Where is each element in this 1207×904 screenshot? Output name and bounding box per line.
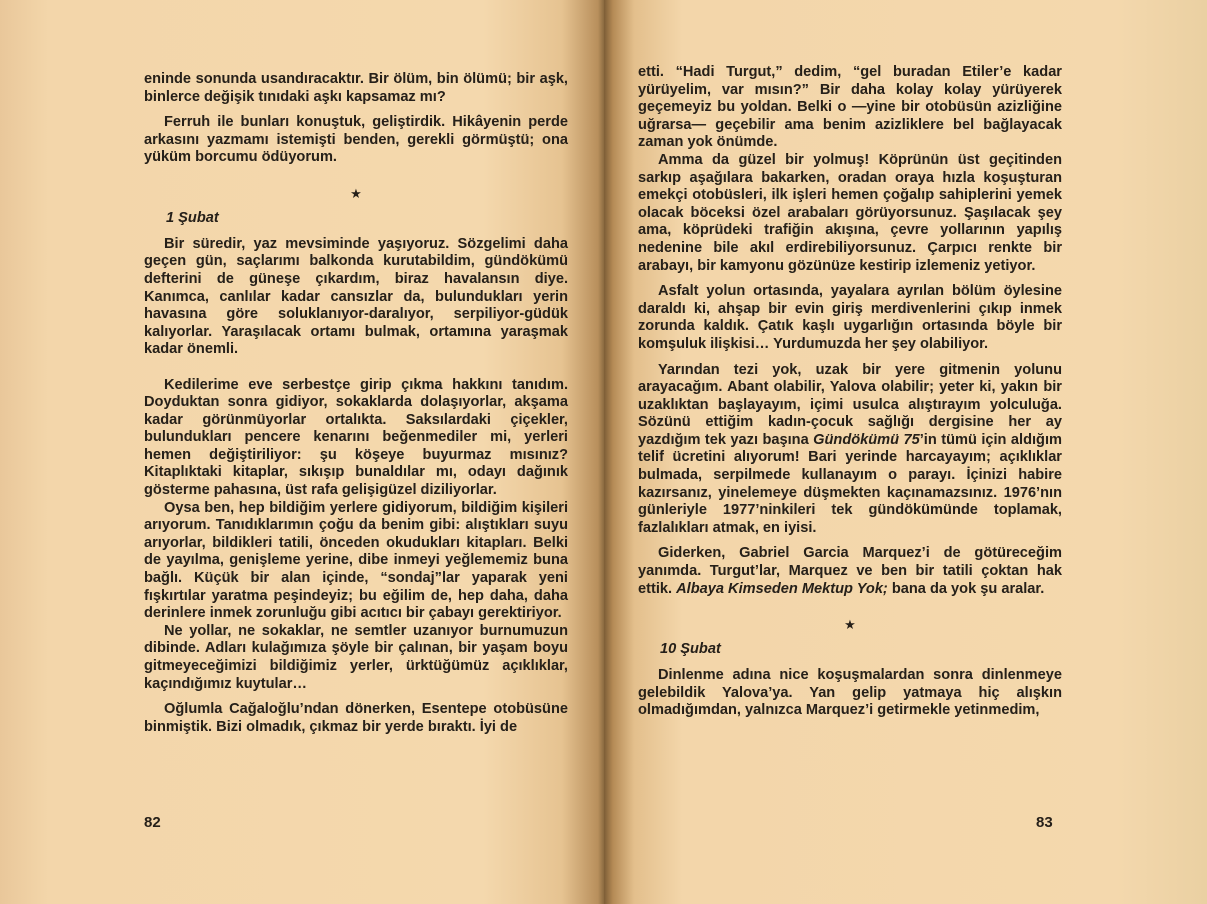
paragraph: Oysa ben, hep bildiğim yerlere gidiyorum, bildiğim kişileri arıyorum. Tanıdıklarımın çoğu da benim gibi: alıştıkları suyu arıyorlar, bildikleri tatili, önceden okudukları kitapları. Belki de yayılma, genişleme yerine, dibe inmeyi yeğlememiz buna bağlı. Küçük bir alan içinde, “sondaj”lar yaparak yeni fışkırtılar yaratma peşindeyiz; bu eğilim de, hep daha, daha derinlere inmek zorunluğu gibi acıtıcı bir çabayı gerektiriyor. xyxy=(144,499,568,622)
paragraph xyxy=(638,545,1062,598)
left-page-text xyxy=(144,71,568,736)
italic-title: Albaya Kimseden Mektup Yok; xyxy=(676,580,888,597)
date-heading: 10 Şubat xyxy=(660,641,721,658)
page-number: 83 xyxy=(1036,814,1053,831)
star-separator: ★ xyxy=(350,185,362,201)
paragraph-text: Giderken, Gabriel Garcia Marquez’i de götüreceğim yanımda. Turgut’lar, Marquez ve ben bir tatili çoktan hak ettik. xyxy=(638,545,1062,597)
paragraph xyxy=(638,362,1062,538)
paragraph-text: bana da yok şu aralar. xyxy=(887,580,1045,597)
paragraph: Dinlenme adına nice koşuşmalardan sonra dinlenmeye gelebildik Yalova’ya. Yan gelip yatmaya hiç alışkın olmadığımdan, yalnızca Marquez’i getirmekle yetinmedim, xyxy=(638,667,1062,719)
star-separator: ★ xyxy=(844,616,856,632)
italic-title: Gündökümü 75 xyxy=(813,431,920,448)
page-number: 82 xyxy=(144,814,161,831)
paragraph: Ne yollar, ne sokaklar, ne semtler uzanıyor burnumuzun dibinde. Adları kulağımıza şöyle bir çalınan, bir yaşam boyu gitmeyeceğimizi bildiğimiz yerler, ürktüğümüz açıklıklar, kaçındığımız kuytular… xyxy=(144,622,568,692)
right-page xyxy=(604,0,1207,904)
paragraph: etti. “Hadi Turgut,” dedim, “gel buradan Etiler’e kadar yürüyelim, var mısın?” Bir daha kolay kolay yürüyerek geçemeyiz bu yoldan. Belki o —yine bir otobüsün azizliğine uğrarsa— geçebilir ama benim azizliklere bel bağlayacak zaman yok önümde. xyxy=(638,64,1062,151)
paragraph-text: Yarından tezi yok, uzak bir yere gitmenin yolunu arayacağım. Abant olabilir, Yalova olabilir; yeter ki, yakın bir uzaklıktan başlayayım, içimi usulca alıştırayım yolculuğa. Sözünü ettiğim kadın-çocuk sağlığı dergisine her ay yazdığım tek yazı başına xyxy=(638,361,1062,448)
paragraph: Asfalt yolun ortasında, yayalara ayrılan bölüm öylesine daraldı ki, ahşap bir evin giriş merdivenlerini çıkıp inmek zorunda kaldık. Çatık kaşlı uygarlığın ortasında böyle bir komşuluk ilişkisi… Yurdumuzda her şey olabiliyor. xyxy=(638,283,1062,352)
paragraph: Amma da güzel bir yolmuş! Köprünün üst geçitinden sarkıp aşağılara bakarken, oradan oraya hızla koşuşturan emekçi otobüsleri, ilk işleri hemen çoğalıp sahiplerini yemek olacak böceksi özel arabaları görüyorsunuz. Şaşılacak şey ama, köprüdeki trafiğin akışına, çevre yollarının yapılış nedenine bile akıl erdirebiliyorsunuz. Çarpıcı renkte bir arabayı, bir kamyonu gözünüze kestirip izlemeniz yetiyor. xyxy=(638,151,1062,274)
date-heading: 1 Şubat xyxy=(166,210,219,227)
paragraph: Oğlumla Cağaloğlu’ndan dönerken, Esentepe otobüsüne binmiştik. Bizi olmadık, çıkmaz bir yerde bıraktı. İyi de xyxy=(144,701,568,735)
right-page-text xyxy=(638,64,1062,720)
paragraph: Kedilerime eve serbestçe girip çıkma hakkını tanıdım. Doyduktan sonra gidiyor, sokaklarda dolaşıyorlar, akşama kadar görünmüyorlar ortalıkta. Saksılardaki çiçekler, bulundukları pencere kenarını beğenmediler mi, yerleri hemen değiştiriliyor: şu köşeye buyurmaz mısınız? Kitaplıktaki kitaplar, sıkışıp bunaldılar mı, odayı dağınık gösterme pahasına, üst rafa gelişigüzel diziliyorlar. xyxy=(144,376,568,499)
paragraph: Ferruh ile bunları konuştuk, geliştirdik. Hikâyenin perde arkasını yazmamı istemişti benden, gerekli görmüştü; ona yüküm borcumu ödüyorum. xyxy=(144,114,568,166)
paragraph: eninde sonunda usandıracaktır. Bir ölüm, bin ölümü; bir aşk, binlerce değişik tınıdaki aşkı kapsamaz mı? xyxy=(144,71,568,105)
paragraph: Bir süredir, yaz mevsiminde yaşıyoruz. Sözgelimi daha geçen gün, saçlarımı balkonda kurutabildim, gündökümü defterini de güneşe çıkardım, biraz havalansın diye. Kanımca, canlılar kadar cansızlar da, bulundukları yerin havasına göre soluklanıyor-daralıyor, serpiliyor-güdük kalıyorlar. Yaraşılacak ortamı bulmak, ortamına yaraşmak kadar önemli. xyxy=(144,235,568,358)
paragraph-text: ’in tümü için aldığım telif ücretini alıyorum! Bari yerinde harcayayım; açıklıklar bulmada, serpilmede kullanayım o parayı. İçinizi habire kazırsanız, yinelemeye düşmekten kaçınamazsınız. 1976’nın günleriyle 1977’ninkileri tek gündökümünde toplamak, fazlalıkları atmak, en iyisi. xyxy=(638,431,1062,536)
